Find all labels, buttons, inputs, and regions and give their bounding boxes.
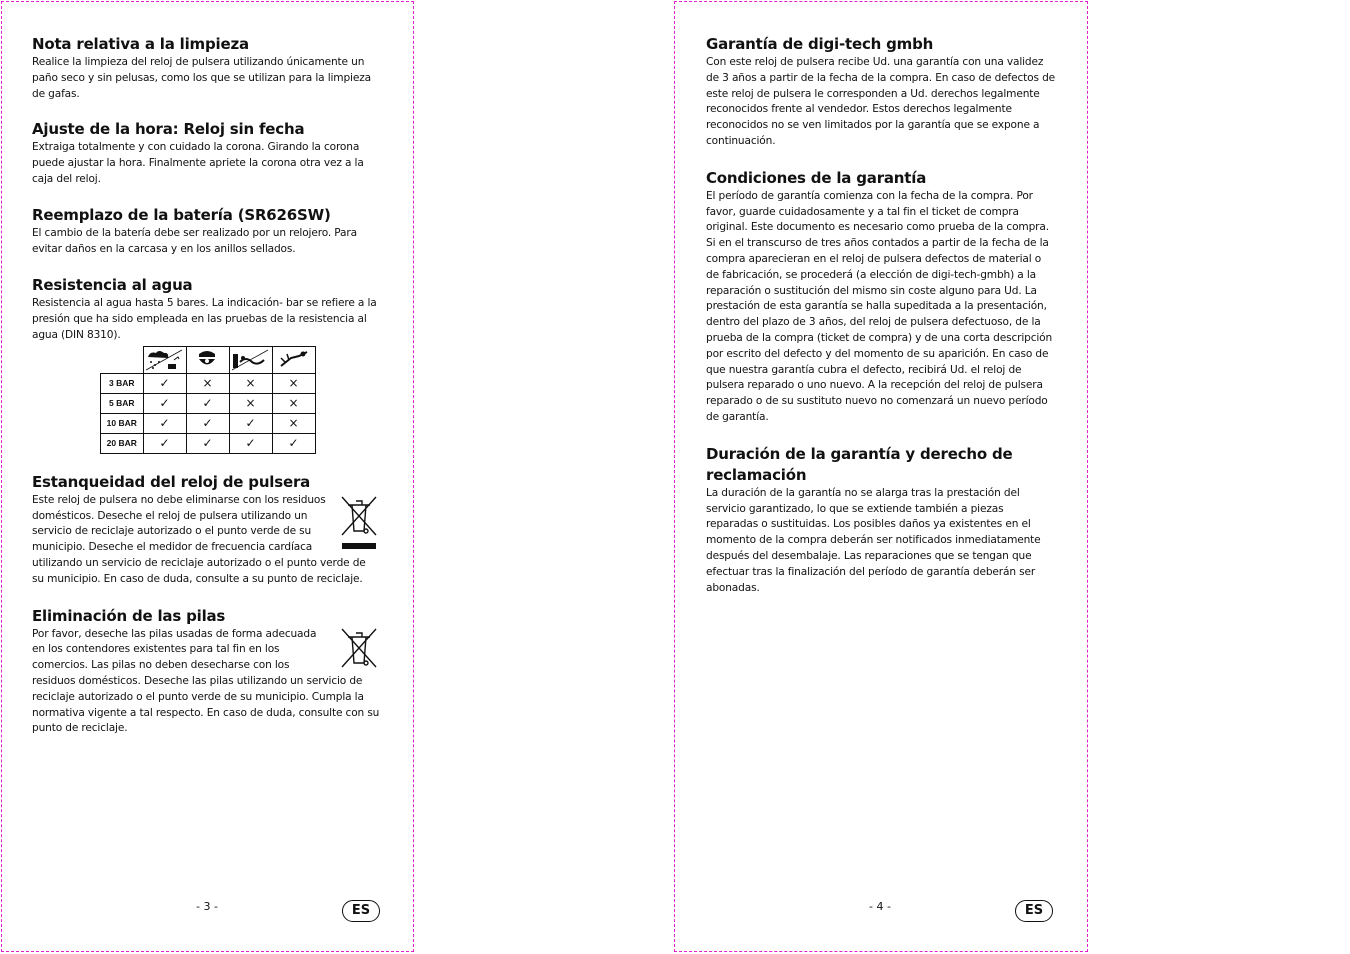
page-4 [674,1,1088,952]
section-title: Reemplazo de la batería (SR626SW) [32,205,331,224]
section-watch-disposal [32,472,380,588]
section-title: Ajuste de la hora: Reloj sin fecha [32,120,305,139]
section-text: El período de garantía comienza con la fecha de la compra. Por favor, guarde cuidadosamente y a tal fin el ticket de compra original. Este documento es necesario como prueba de la compra. Si en el transcurso de tres años contados a partir de la fecha de la compra aparecieran en el reloj de pulsera defectos de material o de fabricación, se procederá (a elección de digi-tech-gmbh) a la reparación o sustitución del mismo sin coste alguno para Ud. La prestación de esta garantía se halla supeditada a la presentación, dentro del plazo de 3 años, del reloj de pulsera defectuoso, de la prueba de la compra (ticket de compra) y de una corta descripción por escrito del defecto y del momento de su aparición. En caso de que nuestra garantía cubra el defecto, recibirá Ud. el reloj de pulsera reparado o uno nuevo. A la recepción del reloj de pulsera reparado o de su sustituto nuevo no comenzará un nuevo período de garantía. [706,189,1053,423]
section-warranty-duration [706,444,1056,597]
section-text: El cambio de la batería debe ser realizado por un relojero. Para evitar daños en la carcasa y en los anillos sellados. [32,226,357,255]
table-icon-row [101,346,316,373]
section-warranty [706,34,1056,150]
page-3-content [32,34,380,755]
table-cell: × [186,373,229,393]
table-cell: × [272,393,315,413]
row-label: 5 BAR [101,393,144,413]
section-battery-replacement [32,205,380,258]
table-cell: ✓ [186,433,229,453]
language-badge: ES [342,900,380,922]
table-cell: ✓ [143,413,186,433]
table-row [101,433,316,453]
table-cell: ✓ [186,413,229,433]
section-text: Este reloj de pulsera no debe eliminarse con los residuos domésticos. Deseche el reloj de pulsera utilizando un servicio de reciclaje autorizado o el punto verde de su municipio. Deseche el medidor de frecuencia cardíaca utilizando un servicio de reciclaje autorizado o el punto verde de su municipio. En caso de duda, consulte a su punto de reciclaje. [32,493,366,585]
row-label: 3 BAR [101,373,144,393]
shower-icon [186,346,229,373]
section-title: Resistencia al agua [32,276,193,295]
table-cell: × [272,373,315,393]
crossed-bin-icon [338,493,380,553]
table-row [101,373,316,393]
language-badge: ES [1015,900,1053,922]
section-warranty-conditions [706,168,1056,426]
section-text: Por favor, deseche las pilas usadas de forma adecuada en los contendores existentes para tal fin en los comercios. Las pilas no deben desecharse con los residuos domésticos. Deseche las pilas utilizando un servicio de reciclaje autorizado o el punto verde de su municipio. Cumpla la normativa vigente a tal respecto. En caso de duda, consulte con su punto de reciclaje. [32,627,380,735]
page-number: - 4 - [869,900,891,913]
section-title: Estanqueidad del reloj de pulsera [32,472,311,491]
table-cell: ✓ [186,393,229,413]
table-cell: ✓ [229,413,272,433]
table-cell: × [272,413,315,433]
table-cell: ✓ [143,393,186,413]
section-title: Nota relativa a la limpieza [32,35,249,53]
water-resistance-table [100,346,316,454]
section-text: Extraiga totalmente y con cuidado la corona. Girando la corona puede ajustar la hora. Finalmente apriete la corona otra vez a la caja del reloj. [32,141,364,185]
table-corner [101,346,144,373]
row-label: 10 BAR [101,413,144,433]
section-title: Duración de la garantía y derecho de reclamación [706,444,1013,484]
table-cell: ✓ [143,373,186,393]
section-cleaning [32,34,380,102]
section-water-resistance [32,275,380,453]
rain-icon [143,346,186,373]
section-title: Eliminación de las pilas [32,606,226,625]
table-cell: ✓ [143,433,186,453]
section-battery-disposal [32,606,380,738]
table-cell: ✓ [272,433,315,453]
table-cell: × [229,393,272,413]
swimming-icon [229,346,272,373]
section-time-setting [32,119,380,187]
table-row [101,413,316,433]
table-cell: × [229,373,272,393]
section-text: Con este reloj de pulsera recibe Ud. una garantía con una validez de 3 años a partir de la fecha de la compra. En caso de defectos de este reloj de pulsera le corresponden a Ud. derechos legalmente reconocidos frente al vendedor. Estos derechos legalmente reconocidos no se ven limitados por la garantía que se expone a continuación. [706,56,1056,147]
page-number: - 3 - [196,900,218,913]
table-cell: ✓ [229,433,272,453]
table-row [101,393,316,413]
crossed-bin-icon [338,627,380,671]
section-title: Garantía de digi-tech gmbh [706,35,934,53]
page-4-content [706,34,1056,614]
diving-icon [272,346,315,373]
section-text: Realice la limpieza del reloj de pulsera utilizando únicamente un paño seco y sin pelusas, como los que se utilizan para la limpieza de gafas. [32,56,371,100]
section-text: Resistencia al agua hasta 5 bares. La indicación- bar se refiere a la presión que ha sido empleada en las pruebas de la resistencia al agua (DIN 8310). [32,297,377,341]
row-label: 20 BAR [101,433,144,453]
section-text: La duración de la garantía no se alarga tras la prestación del servicio garantizado, lo que se extiende también a piezas reparadas o sustituidas. Los posibles daños ya existentes en el momento de la compra deberán ser notificados inmediatamente después del desembalaje. Las reparaciones que se tengan que efectuar tras la finalización del período de garantía deberán ser abonadas. [706,486,1041,594]
page-3 [1,1,414,952]
section-title: Condiciones de la garantía [706,168,927,187]
